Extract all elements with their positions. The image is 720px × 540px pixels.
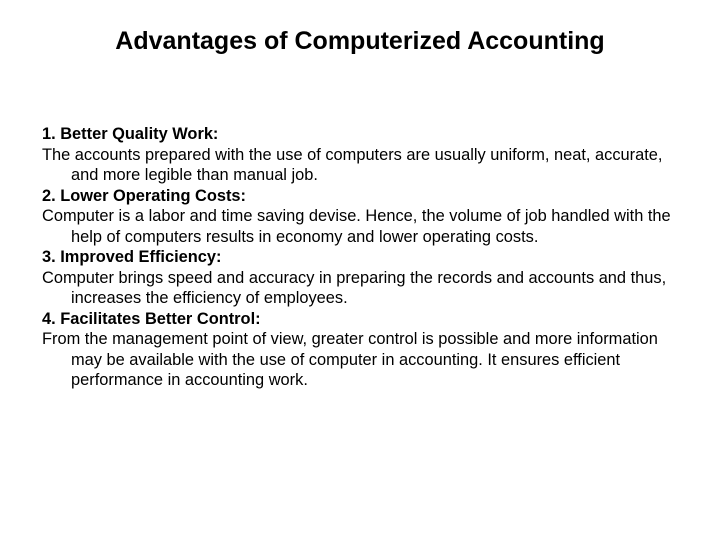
item-heading: 1. Better Quality Work:: [42, 125, 219, 143]
item-body: From the management point of view, greater control is possible and more information may be available with the use of computer in accounting. It ensures efficient performance in accounting work.: [42, 330, 658, 389]
item-heading: 2. Lower Operating Costs:: [42, 186, 247, 205]
item-body: Computer brings speed and accuracy in preparing the records and accounts and thus, increases the efficiency of employees.: [42, 268, 667, 307]
slide-title: Advantages of Computerized Accounting: [115, 27, 605, 55]
item-heading: 4. Facilitates Better Control:: [42, 309, 261, 328]
slide-content: [42, 124, 692, 391]
item-body: Computer is a labor and time saving devise. Hence, the volume of job handled with the help of computers results in economy and lower operating costs.: [42, 207, 671, 246]
item-body: The accounts prepared with the use of computers are usually uniform, neat, accurate, and more legible than manual job.: [42, 145, 663, 184]
item-heading: 3. Improved Efficiency:: [42, 248, 222, 266]
